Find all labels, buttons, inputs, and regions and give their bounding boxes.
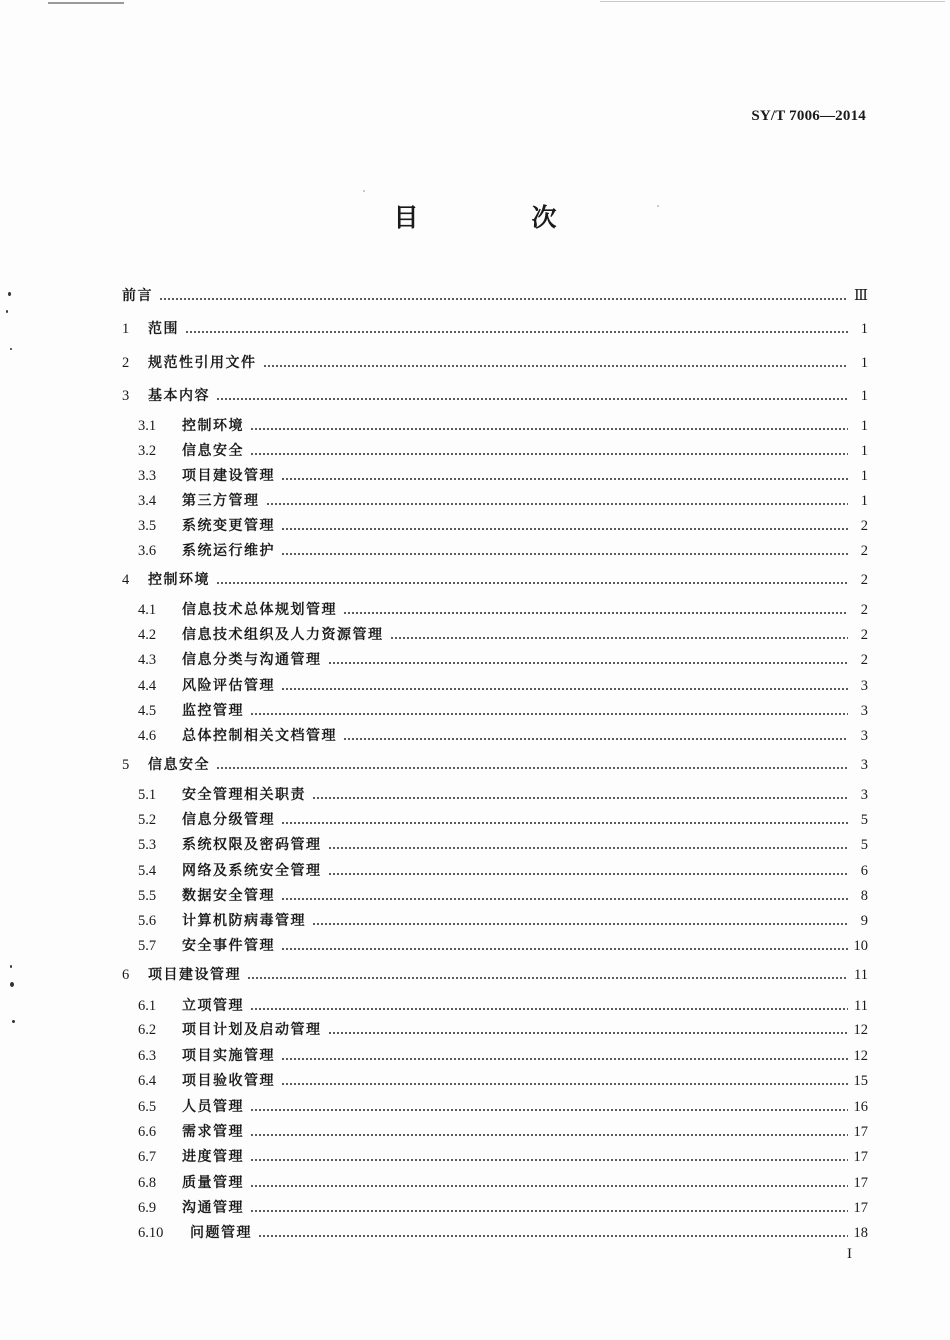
toc-entry [138, 595, 868, 619]
toc-entry-title: 信息技术组织及人力资源管理 [182, 627, 384, 643]
toc-dot-leader [216, 766, 848, 770]
toc-entry-title: 系统权限及密码管理 [182, 837, 322, 853]
toc-entry-number: 4.1 [138, 602, 157, 618]
toc-entry-title: 信息技术总体规划管理 [182, 602, 337, 618]
toc-entry-title: 第三方管理 [182, 493, 260, 509]
toc-entry-page: 18 [853, 1225, 868, 1241]
toc-entry-title: 控制环境 [182, 418, 244, 434]
toc-dot-leader [343, 611, 848, 615]
toc-entry [138, 1168, 868, 1192]
toc-entry [138, 830, 868, 854]
toc-dot-leader [328, 1031, 849, 1035]
toc-entry-page: 12 [853, 1048, 868, 1064]
toc-entry [138, 671, 868, 695]
toc-entry-page: 17 [853, 1175, 868, 1191]
toc-dot-leader [258, 1234, 848, 1238]
toc-entry-title: 问题管理 [190, 1225, 252, 1241]
toc-entry-number: 5.7 [138, 938, 157, 954]
toc-entry-title: 项目实施管理 [182, 1048, 275, 1064]
toc-entry [138, 856, 868, 880]
toc-entry-title: 规范性引用文件 [148, 355, 257, 371]
toc-entry [138, 411, 868, 435]
toc-entry-number: 3.2 [138, 443, 157, 459]
toc-entry [122, 281, 868, 305]
toc-entry-page: 5 [860, 837, 868, 853]
toc-entry-page: 1 [860, 355, 868, 371]
toc-entry [138, 931, 868, 955]
toc-entry-page: 12 [853, 1022, 868, 1038]
scan-speck [363, 190, 365, 192]
toc-entry-title: 沟通管理 [182, 1200, 244, 1216]
toc-entry-number: 6.9 [138, 1200, 157, 1216]
toc-entry-page: 2 [860, 652, 868, 668]
toc-dot-leader [185, 330, 848, 334]
toc-entry-number: 4.4 [138, 678, 157, 694]
toc-entry [138, 906, 868, 930]
toc-entry [122, 348, 868, 372]
toc-entry-page: 17 [853, 1124, 868, 1140]
toc-dot-leader [263, 364, 849, 368]
toc-entry-page: 8 [860, 888, 868, 904]
toc-dot-leader [250, 1158, 848, 1162]
toc-entry [138, 881, 868, 905]
toc-entry-number: 6.5 [138, 1099, 157, 1115]
toc-entry [138, 1066, 868, 1090]
scan-speck [10, 965, 12, 968]
toc-entry-page: 2 [860, 572, 868, 588]
toc-entry-title: 需求管理 [182, 1124, 244, 1140]
toc-entry-number: 6.4 [138, 1073, 157, 1089]
toc-entry-page: 1 [860, 388, 868, 404]
toc-entry-number: 3.3 [138, 468, 157, 484]
toc-entry-title: 控制环境 [148, 572, 210, 588]
toc-dot-leader [281, 552, 848, 556]
toc-entry [138, 645, 868, 669]
toc-entry-title: 立项管理 [182, 998, 244, 1014]
toc-dot-leader [250, 1108, 848, 1112]
toc-dot-leader [250, 427, 848, 431]
toc-dot-leader [281, 897, 848, 901]
toc-dot-leader [216, 581, 848, 585]
toc-entry-title: 范围 [148, 321, 179, 337]
toc-entry-number: 5.4 [138, 863, 157, 879]
toc-entry-page: 3 [860, 703, 868, 719]
toc-entry [138, 620, 868, 644]
toc-entry-number: 3.1 [138, 418, 157, 434]
toc-entry-title: 计算机防病毒管理 [182, 913, 306, 929]
toc-entry [138, 1015, 868, 1039]
toc-entry [122, 314, 868, 338]
toc-entry-number: 4.5 [138, 703, 157, 719]
toc-entry-title: 前言 [122, 288, 153, 304]
toc-entry-page: Ⅲ [854, 288, 868, 304]
toc-entry-title: 监控管理 [182, 703, 244, 719]
toc-entry-number: 4.3 [138, 652, 157, 668]
toc-entry-page: 1 [860, 443, 868, 459]
toc-entry-number: 1 [122, 321, 130, 337]
toc-entry-number: 3.5 [138, 518, 157, 534]
toc-entry-title: 系统变更管理 [182, 518, 275, 534]
toc-entry [138, 805, 868, 829]
toc-entry-page: 2 [860, 518, 868, 534]
toc-entry-title: 网络及系统安全管理 [182, 863, 322, 879]
toc-entry-title: 进度管理 [182, 1149, 244, 1165]
toc-entry-title: 系统运行维护 [182, 543, 275, 559]
toc-entry [138, 436, 868, 460]
toc-entry-number: 2 [122, 355, 130, 371]
toc-entry-number: 5 [122, 757, 130, 773]
toc-entry-number: 6.6 [138, 1124, 157, 1140]
scan-speck [6, 310, 8, 313]
toc-entry-title: 信息安全 [148, 757, 210, 773]
toc-entry-page: 2 [860, 602, 868, 618]
toc-entry [138, 486, 868, 510]
toc-entry-number: 6.7 [138, 1149, 157, 1165]
toc-entry [138, 780, 868, 804]
toc-entry-number: 4 [122, 572, 130, 588]
toc-entry-title: 信息分类与沟通管理 [182, 652, 322, 668]
toc-entry-number: 6.1 [138, 998, 157, 1014]
toc-dot-leader [328, 846, 849, 850]
toc-entry-title: 项目建设管理 [182, 468, 275, 484]
toc-dot-leader [281, 1057, 848, 1061]
toc-entry [138, 1041, 868, 1065]
toc-dot-leader [216, 397, 848, 401]
toc-dot-leader [266, 502, 849, 506]
toc-entry-page: 17 [853, 1149, 868, 1165]
toc-entry-number: 6.10 [138, 1225, 164, 1241]
toc-dot-leader [250, 1184, 848, 1188]
toc-entry-page: 3 [860, 787, 868, 803]
toc-entry-page: 1 [860, 418, 868, 434]
toc-entry-title: 基本内容 [148, 388, 210, 404]
page-number: I [847, 1246, 852, 1262]
toc-entry-title: 质量管理 [182, 1175, 244, 1191]
scan-speck [8, 292, 11, 296]
standard-code: SY/T 7006—2014 [751, 108, 866, 124]
toc-entry [122, 960, 868, 984]
toc-entry-page: 1 [860, 468, 868, 484]
toc-entry [122, 381, 868, 405]
scan-speck [10, 982, 14, 987]
toc-dot-leader [328, 872, 849, 876]
scan-speck [12, 1020, 15, 1023]
toc-entry-page: 1 [860, 321, 868, 337]
toc-entry-page: 17 [853, 1200, 868, 1216]
toc-dot-leader [328, 661, 849, 665]
toc-entry-number: 5.2 [138, 812, 157, 828]
toc-entry [138, 511, 868, 535]
toc-entry-number: 6.2 [138, 1022, 157, 1038]
toc-entry-page: 6 [860, 863, 868, 879]
toc-entry-title: 数据安全管理 [182, 888, 275, 904]
toc-dot-leader [281, 477, 848, 481]
toc-entry [138, 991, 868, 1015]
toc-entry-title: 项目验收管理 [182, 1073, 275, 1089]
toc-entry-number: 5.5 [138, 888, 157, 904]
toc-entry-page: 5 [860, 812, 868, 828]
toc-entry-page: 16 [853, 1099, 868, 1115]
toc-entry-number: 4.6 [138, 728, 157, 744]
toc-dot-leader [390, 636, 849, 640]
toc-entry-title: 项目计划及启动管理 [182, 1022, 322, 1038]
scan-speck [657, 205, 659, 207]
toc-entry-page: 3 [860, 757, 868, 773]
toc-entry-number: 6.3 [138, 1048, 157, 1064]
toc-entry-title: 风险评估管理 [182, 678, 275, 694]
toc-entry-page: 3 [860, 728, 868, 744]
toc-entry-number: 4.2 [138, 627, 157, 643]
toc-entry [122, 750, 868, 774]
toc-entry-page: 15 [853, 1073, 868, 1089]
toc-dot-leader [281, 947, 848, 951]
toc-entry-page: 10 [853, 938, 868, 954]
toc-dot-leader [250, 1133, 848, 1137]
toc-entry-number: 5.1 [138, 787, 157, 803]
toc-entry-page: 3 [860, 678, 868, 694]
scan-speck [10, 348, 12, 350]
toc-dot-leader [281, 527, 848, 531]
toc-entry-page: 9 [860, 913, 868, 929]
toc-dot-leader [281, 1082, 848, 1086]
toc-title: 目 次 [393, 203, 601, 232]
toc-entry-page: 2 [860, 627, 868, 643]
toc-entry-number: 3 [122, 388, 130, 404]
toc-dot-leader [247, 976, 848, 980]
toc-entry-number: 3.6 [138, 543, 157, 559]
toc-entry-page: 2 [860, 543, 868, 559]
toc-entry-page: 11 [854, 967, 868, 983]
toc-dot-leader [281, 821, 848, 825]
toc-dot-leader [250, 1209, 848, 1213]
toc-entry-title: 安全管理相关职责 [182, 787, 306, 803]
toc-entry-number: 5.3 [138, 837, 157, 853]
toc-entry [138, 461, 868, 485]
toc-entry [138, 721, 868, 745]
toc-entry-title: 项目建设管理 [148, 967, 241, 983]
toc-dot-leader [312, 796, 848, 800]
toc-dot-leader [281, 687, 848, 691]
toc-entry-page: 1 [860, 493, 868, 509]
toc-entry-title: 信息安全 [182, 443, 244, 459]
toc-dot-leader [250, 1007, 848, 1011]
toc-entry-title: 总体控制相关文档管理 [182, 728, 337, 744]
toc-dot-leader [250, 452, 848, 456]
toc-entry [122, 565, 868, 589]
toc-entry-number: 6 [122, 967, 130, 983]
toc-entry [138, 1117, 868, 1141]
toc-entry-number: 5.6 [138, 913, 157, 929]
toc-dot-leader [312, 922, 848, 926]
toc-entry-number: 3.4 [138, 493, 157, 509]
toc-entry-title: 信息分级管理 [182, 812, 275, 828]
toc-entry [138, 696, 868, 720]
toc-dot-leader [343, 737, 848, 741]
toc-entry [138, 1142, 868, 1166]
toc-entry [138, 1092, 868, 1116]
toc-dot-leader [250, 712, 848, 716]
toc-entry-title: 人员管理 [182, 1099, 244, 1115]
toc-entry [138, 536, 868, 560]
toc-entry-page: 11 [854, 998, 868, 1014]
toc-entry [138, 1218, 868, 1242]
toc-entry-title: 安全事件管理 [182, 938, 275, 954]
toc-entry-number: 6.8 [138, 1175, 157, 1191]
toc-entry [138, 1193, 868, 1217]
toc-dot-leader [159, 297, 848, 301]
